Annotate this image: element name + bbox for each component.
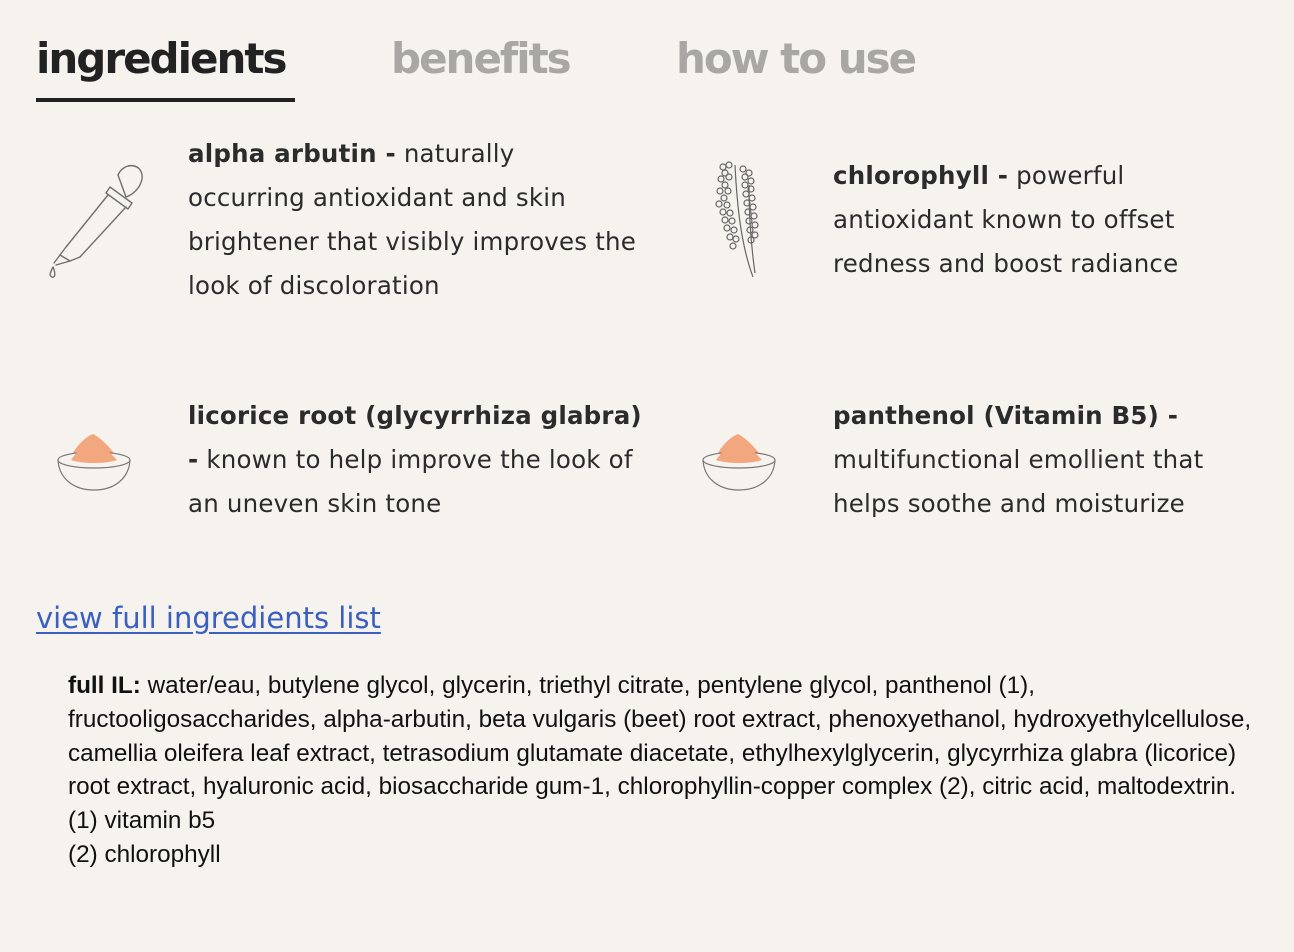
ingredient-text — [833, 394, 1253, 526]
ingredient-text — [188, 394, 658, 526]
ingredient-name: licorice root (glycyrrhiza glabra) - — [188, 401, 642, 474]
full-il-label: full IL: — [68, 672, 141, 699]
ingredient-text — [833, 154, 1253, 286]
ingredient-description: known to help improve the look of an uneven skin tone — [188, 445, 633, 518]
footnote-vitamin-b5: (1) vitamin b5 — [68, 807, 216, 835]
ingredient-text — [188, 132, 638, 308]
tab-ingredients[interactable]: ingredients — [36, 34, 286, 83]
tab-bar — [36, 30, 1036, 105]
powder-bowl-icon — [700, 430, 780, 496]
full-il-paragraph — [68, 669, 1268, 804]
powder-bowl-icon — [55, 430, 135, 496]
plant-sprig-icon — [705, 155, 775, 280]
ingredient-description: naturally occurring antioxidant and skin brightener that visibly improves the look of discoloration — [188, 139, 636, 300]
ingredient-name: panthenol (Vitamin B5) - — [833, 401, 1179, 430]
footnote-chlorophyll: (2) chlorophyll — [68, 840, 221, 868]
tab-how-to-use[interactable]: how to use — [676, 34, 916, 83]
tab-benefits[interactable]: benefits — [391, 34, 570, 83]
view-full-ingredients-link[interactable]: view full ingredients list — [36, 601, 381, 635]
full-il-text: water/eau, butylene glycol, glycerin, triethyl citrate, pentylene glycol, panthenol (1), fructooligosaccharides, alpha-arbutin, beta vulgaris (beet) root extract, phenoxyethanol, hydroxyethylcellulose, camellia oleifera leaf extract, tetrasodium glutamate diacetate, ethylhexylglycerin, glycyrrhiza glabra (licorice) root extract, hyaluronic acid, biosaccharide gum-1, chlorophyllin-copper complex (2), citric acid, maltodextrin. — [68, 672, 1252, 801]
ingredient-name: chlorophyll - — [833, 161, 1009, 190]
full-ingredient-list — [68, 669, 1268, 872]
ingredient-description: powerful antioxidant known to offset redness and boost radiance — [833, 161, 1179, 278]
active-tab-underline — [36, 98, 295, 102]
dropper-icon — [40, 155, 150, 285]
ingredient-description: multifunctional emollient that helps soothe and moisturize — [833, 445, 1204, 518]
ingredient-name: alpha arbutin - — [188, 139, 396, 168]
